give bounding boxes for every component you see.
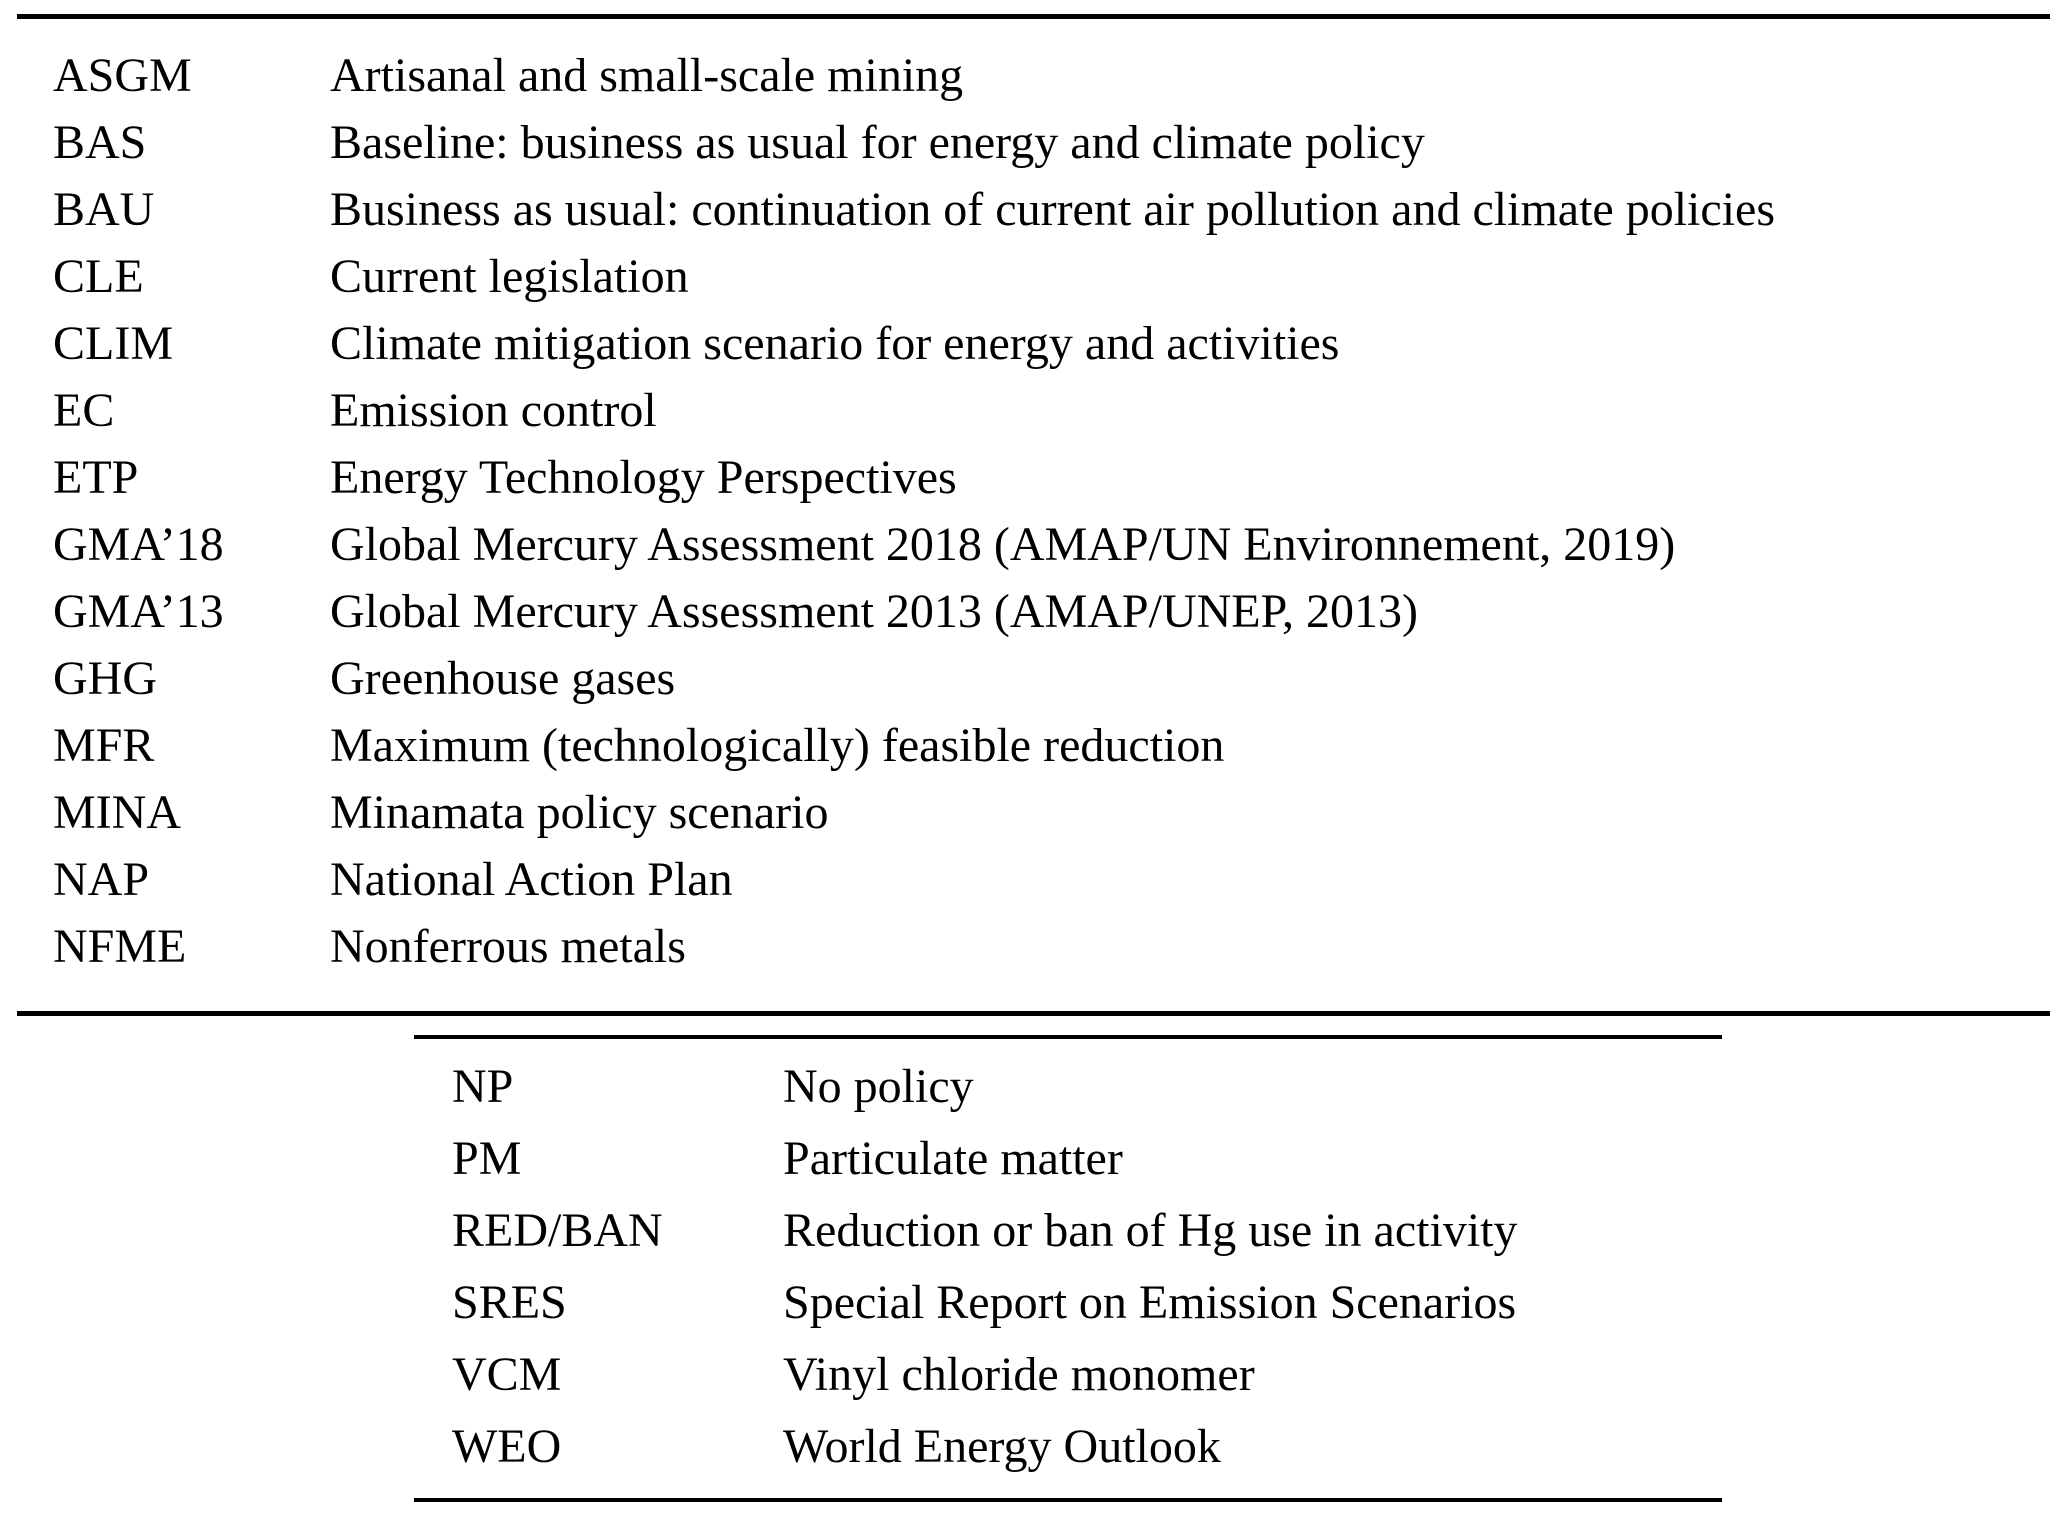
definition-cell: Reduction or ban of Hg use in activity [783, 1204, 1518, 1257]
table-row [53, 176, 2050, 243]
definition-cell: Vinyl chloride monomer [783, 1348, 1255, 1401]
definition-cell: No policy [783, 1060, 974, 1113]
definition-cell: Maximum (technologically) feasible reduction [330, 719, 1225, 772]
abbreviation-cell: NP [452, 1060, 514, 1113]
table-row [53, 645, 2050, 712]
table-row [53, 913, 2050, 980]
definition-cell: Special Report on Emission Scenarios [783, 1276, 1517, 1329]
table-row [414, 1411, 1722, 1483]
definition-cell: Current legislation [330, 250, 689, 303]
definition-cell: Artisanal and small-scale mining [330, 49, 964, 102]
middle-rule [17, 1011, 2050, 1016]
abbreviation-cell: GHG [53, 652, 157, 705]
table-row [414, 1267, 1722, 1339]
abbreviation-cell: BAS [53, 116, 147, 169]
table-row [414, 1339, 1722, 1411]
table-row [53, 511, 2050, 578]
definition-cell: Nonferrous metals [330, 920, 686, 973]
definition-cell: Climate mitigation scenario for energy and activities [330, 317, 1340, 370]
definition-cell: Global Mercury Assessment 2013 (AMAP/UNEP, 2013) [330, 585, 1418, 638]
abbreviation-cell: SRES [452, 1276, 567, 1329]
table-row [53, 846, 2050, 913]
abbreviation-cell: ASGM [53, 49, 192, 102]
abbreviation-cell: PM [452, 1132, 522, 1185]
abbreviation-cell: WEO [452, 1420, 562, 1473]
abbreviation-cell: GMA’13 [53, 585, 224, 638]
definition-cell: Minamata policy scenario [330, 786, 829, 839]
definition-cell: Energy Technology Perspectives [330, 451, 957, 504]
table-row [53, 310, 2050, 377]
abbreviation-cell: GMA’18 [53, 518, 224, 571]
abbreviation-cell: EC [53, 384, 115, 437]
table-row [53, 243, 2050, 310]
definition-cell: Particulate matter [783, 1132, 1123, 1185]
definition-cell: National Action Plan [330, 853, 733, 906]
secondary-abbreviation-table [414, 1035, 1722, 1502]
definition-cell: World Energy Outlook [783, 1420, 1221, 1473]
table-row [53, 578, 2050, 645]
definition-cell: Global Mercury Assessment 2018 (AMAP/UN Environnement, 2019) [330, 518, 1676, 571]
definition-cell: Business as usual: continuation of current air pollution and climate policies [330, 183, 1776, 236]
definition-cell: Baseline: business as usual for energy and climate policy [330, 116, 1425, 169]
primary-abbreviation-table [53, 42, 2050, 980]
abbreviation-cell: CLE [53, 250, 144, 303]
abbreviation-cell: NFME [53, 920, 187, 973]
table-row [53, 444, 2050, 511]
table-row [53, 377, 2050, 444]
table-row [53, 779, 2050, 846]
table-row [414, 1123, 1722, 1195]
abbreviation-cell: RED/BAN [452, 1204, 663, 1257]
table-row [414, 1051, 1722, 1123]
abbreviation-cell: ETP [53, 451, 139, 504]
abbreviation-cell: MINA [53, 786, 181, 839]
abbreviation-cell: MFR [53, 719, 155, 772]
abbreviation-cell: BAU [53, 183, 155, 236]
table-row [53, 42, 2050, 109]
top-rule [17, 14, 2050, 19]
abbreviation-cell: VCM [452, 1348, 562, 1401]
table-row [53, 712, 2050, 779]
table-row [53, 109, 2050, 176]
definition-cell: Greenhouse gases [330, 652, 676, 705]
abbreviation-cell: CLIM [53, 317, 173, 370]
abbreviation-cell: NAP [53, 853, 150, 906]
table-row [414, 1195, 1722, 1267]
definition-cell: Emission control [330, 384, 657, 437]
